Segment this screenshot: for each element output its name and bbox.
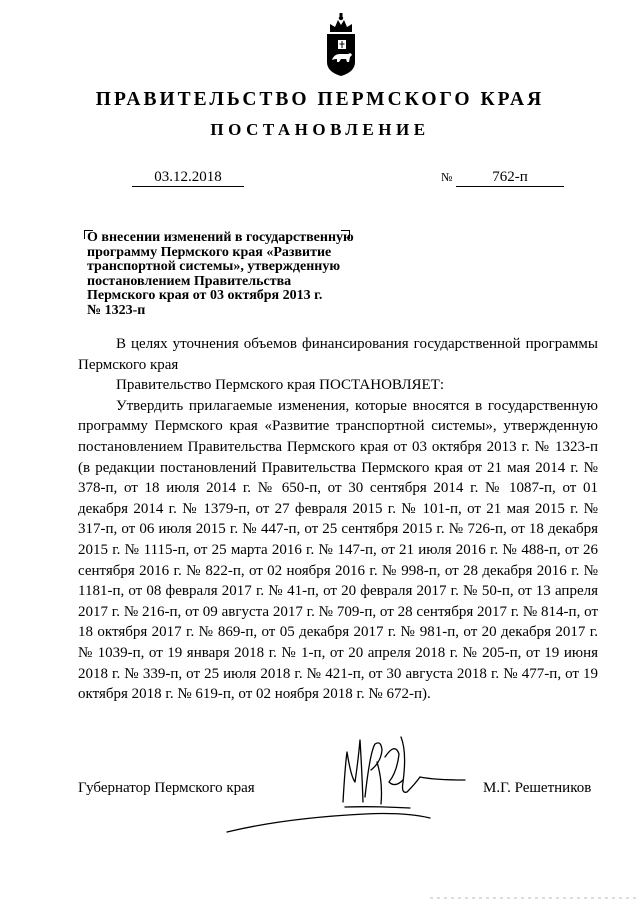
number-sign: №	[441, 170, 453, 184]
document-subject	[87, 231, 397, 318]
subject-line: постановлением Правительства	[87, 273, 292, 289]
signatory-name: М.Г. Решетников	[483, 780, 592, 796]
body-paragraph: В целях уточнения объемов финансирования государственной программы Пермского края	[78, 336, 598, 373]
document-type: ПОСТАНОВЛЕНИЕ	[210, 120, 430, 139]
signatory-title: Губернатор Пермского края	[78, 780, 255, 796]
coat-of-arms-icon	[324, 12, 358, 78]
subject-line: № 1323-п	[87, 302, 146, 318]
document-date: 03.12.2018	[132, 168, 244, 187]
subject-corner-mark	[84, 230, 93, 239]
scan-artifact	[0, 896, 640, 900]
handwritten-signature	[225, 722, 475, 837]
body-paragraph: Правительство Пермского края ПОСТАНОВЛЯЕТ:	[116, 377, 445, 394]
subject-line: О внесении изменений в государственную	[87, 230, 354, 245]
subject-line: транспортной системы», утвержденную	[87, 259, 341, 274]
subject-line: Пермского края от 03 октября 2013 г.	[87, 288, 323, 303]
subject-line: программу Пермского края «Развитие	[87, 244, 332, 260]
body-paragraph: Утвердить прилагаемые изменения, которые вносятся в государственную программу Пермского края «Развитие транспортной системы», утвержденную постановлением Правительства Пермского края от 03 октября 2013 г. № 1323-п (в редакции постановлений Правительства Пермского края от 21 мая 2014 г. № 378-п, от 18 июля 2014 г. № 650-п, от 30 сентября 2014 г. № 1087-п, от 01 декабря 2014 г. № 1379-п, от 27 февраля 2015 г. № 101-п, от 21 мая 2015 г. № 317-п, от 06 июля 2015 г. № 447-п, от 25 сентября 2015 г. № 726-п, от 18 декабря 2015 г. № 1115-п, от 25 марта 2016 г. № 147-п, от 21 июля 2016 г. № 488-п, от 26 сентября 2016 г. № 822-п, от 02 ноября 2016 г. № 998-п, от 28 декабря 2016 г. № 1181-п, от 08 февраля 2017 г. № 41-п, от 20 февраля 2017 г. № 50-п, от 13 апреля 2017 г. № 216-п, от 09 августа 2017 г. № 709-п, от 28 сентября 2017 г. № 814-п, от 18 октября 2017 г. № 869-п, от 05 декабря 2017 г. № 981-п, от 20 декабря 2017 г. № 1039-п, от 19 января 2018 г. № 1-п, от 20 апреля 2018 г. № 205-п, от 19 июня 2018 г. № 339-п, от 25 июля 2018 г. № 421-п, от 30 августа 2018 г. № 477-п, от 19 октября 2018 г. № 619-п, от 02 ноября 2018 г. № 672-п).	[78, 397, 598, 703]
organization-title: ПРАВИТЕЛЬСТВО ПЕРМСКОГО КРАЯ	[95, 89, 545, 110]
subject-corner-mark	[341, 230, 350, 239]
document-number: 762-п	[456, 168, 564, 187]
document-body	[78, 334, 598, 705]
